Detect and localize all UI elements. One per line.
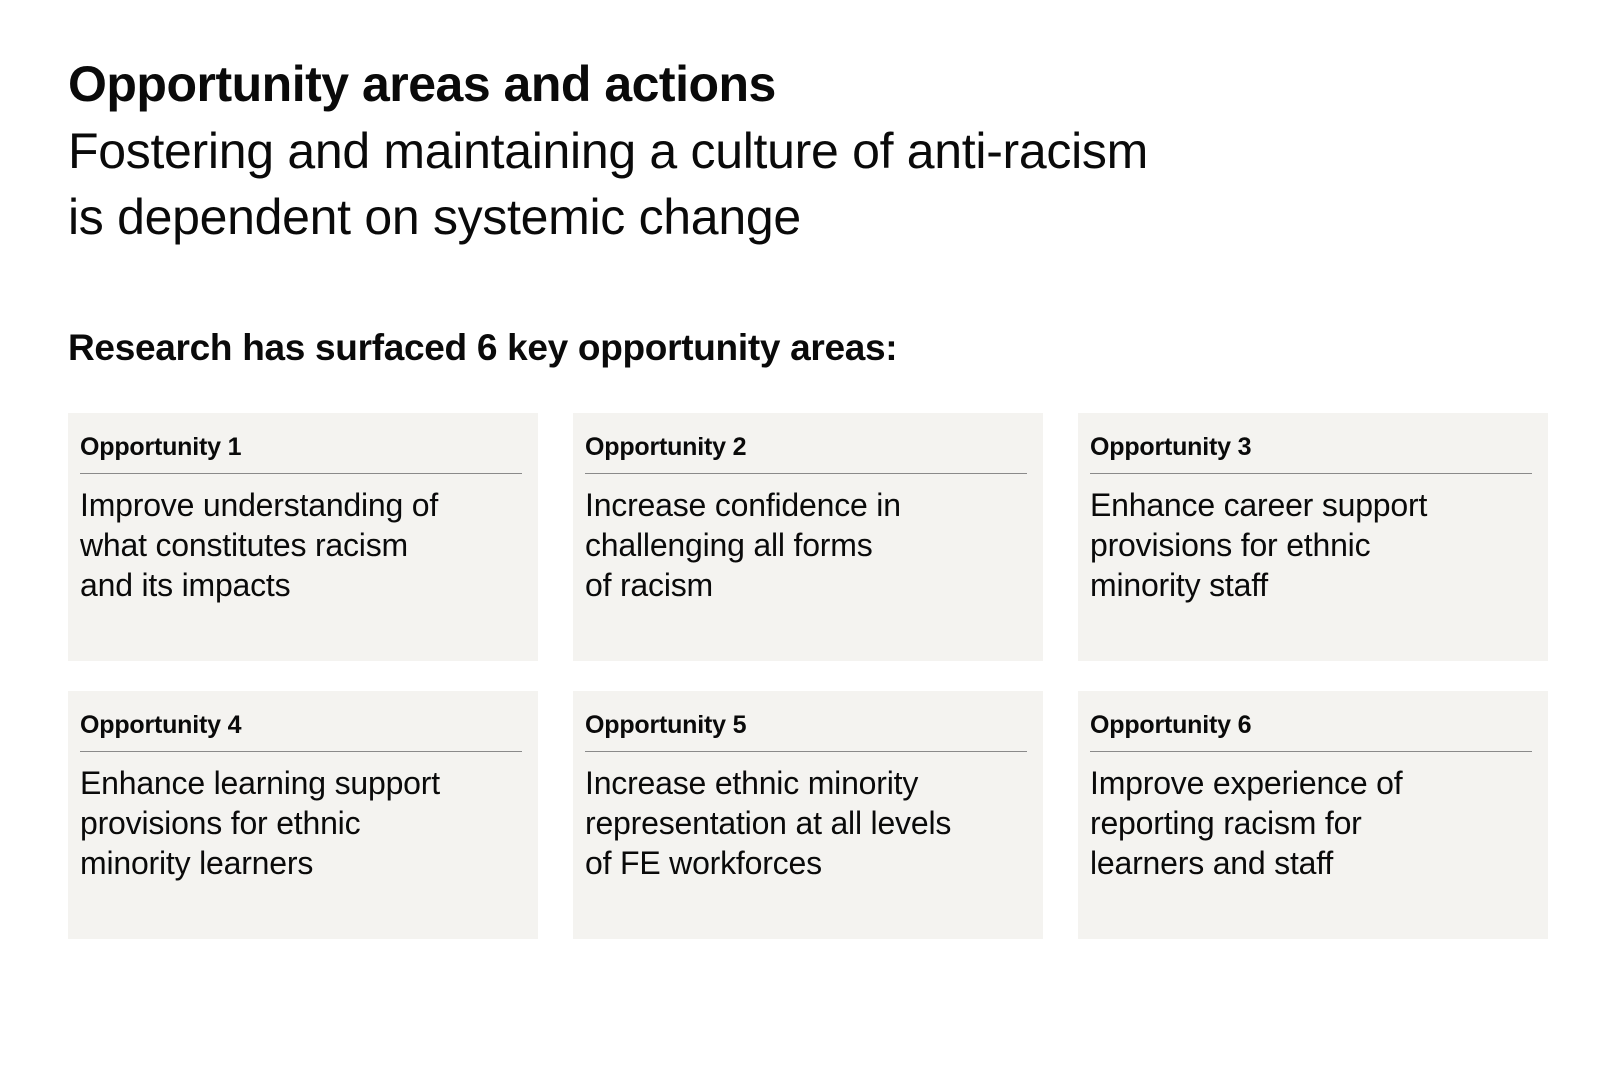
description-line: what constitutes racism bbox=[80, 527, 408, 563]
description-line: challenging all forms bbox=[585, 527, 873, 563]
opportunity-grid bbox=[68, 413, 1548, 939]
opportunity-label: Opportunity 5 bbox=[585, 709, 1027, 752]
description-line: of FE workforces bbox=[585, 845, 822, 881]
opportunity-card-1 bbox=[68, 413, 538, 661]
subtitle-line: Fostering and maintaining a culture of anti-racism bbox=[68, 123, 1148, 179]
description-line: reporting racism for bbox=[1090, 805, 1362, 841]
opportunity-label: Opportunity 3 bbox=[1090, 431, 1532, 474]
opportunity-description bbox=[585, 763, 1015, 883]
opportunity-description bbox=[1090, 485, 1520, 605]
description-line: Improve experience of bbox=[1090, 765, 1403, 801]
subtitle-line: is dependent on systemic change bbox=[68, 189, 801, 245]
opportunity-description bbox=[1090, 763, 1520, 883]
opportunity-description bbox=[80, 763, 510, 883]
opportunity-card-6 bbox=[1078, 691, 1548, 939]
description-line: provisions for ethnic bbox=[80, 805, 361, 841]
opportunity-card-2 bbox=[573, 413, 1043, 661]
description-line: representation at all levels bbox=[585, 805, 952, 841]
opportunity-label: Opportunity 4 bbox=[80, 709, 522, 752]
description-line: Increase confidence in bbox=[585, 487, 901, 523]
description-line: learners and staff bbox=[1090, 845, 1334, 881]
opportunity-description bbox=[585, 485, 1015, 605]
page-title: Opportunity areas and actions bbox=[68, 56, 776, 112]
description-line: minority staff bbox=[1090, 567, 1268, 603]
description-line: provisions for ethnic bbox=[1090, 527, 1371, 563]
opportunity-label: Opportunity 6 bbox=[1090, 709, 1532, 752]
page-subtitle bbox=[68, 118, 1468, 250]
description-line: Enhance career support bbox=[1090, 487, 1428, 523]
section-heading: Research has surfaced 6 key opportunity areas: bbox=[68, 327, 898, 368]
opportunity-label: Opportunity 1 bbox=[80, 431, 522, 474]
opportunity-card-4 bbox=[68, 691, 538, 939]
description-line: and its impacts bbox=[80, 567, 291, 603]
description-line: Enhance learning support bbox=[80, 765, 440, 801]
description-line: Increase ethnic minority bbox=[585, 765, 919, 801]
description-line: Improve understanding of bbox=[80, 487, 439, 523]
description-line: minority learners bbox=[80, 845, 314, 881]
opportunity-card-3 bbox=[1078, 413, 1548, 661]
opportunity-description bbox=[80, 485, 510, 605]
description-line: of racism bbox=[585, 567, 713, 603]
opportunity-label: Opportunity 2 bbox=[585, 431, 1027, 474]
opportunity-card-5 bbox=[573, 691, 1043, 939]
